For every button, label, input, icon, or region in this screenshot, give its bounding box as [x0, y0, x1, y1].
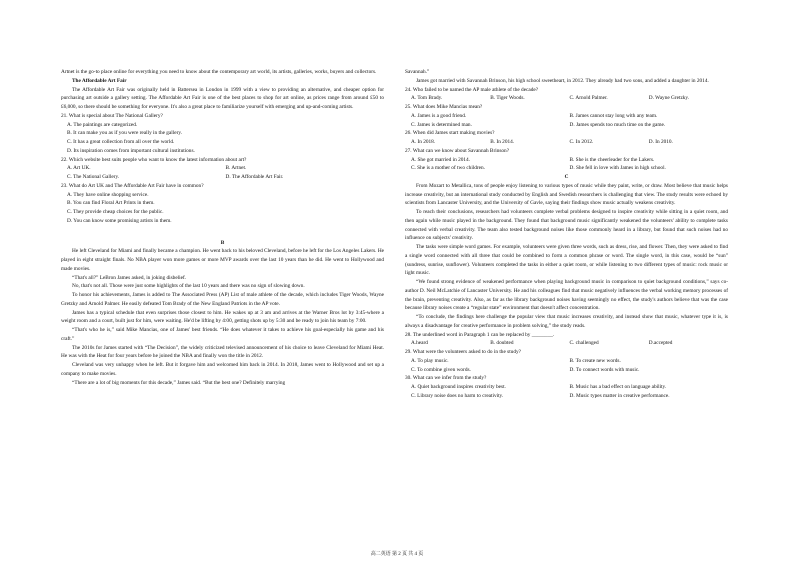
q30-options-row-2	[405, 392, 728, 401]
artnet-intro: Artnet is the go-to place online for everything you need to know about the contemporary art world, its artists, galleries, works, buyers and collectors.	[61, 69, 377, 75]
question-28: 28. The underlined word in Paragraph 1 can be replaced by ________.	[405, 331, 555, 338]
c-paragraph: The tasks were simple word games. For example, volunteers were given three words, such as dress, rise, and flower. Then, they were asked to find a single word connected with all three that could be combined to form a common phrase or word. The single word, in this case, would be “sun” (sundress, sunrise, sunflower). Volunteers completed the tasks in either a quiet room, or while listening to two different types of music: rock music or light music.	[405, 244, 728, 277]
q26-options	[405, 138, 728, 147]
q30-options-row-1	[405, 383, 728, 392]
q27-option-c: C. She is a mother of two children.	[411, 165, 485, 172]
b-continuation-paragraph: James got married with Savannah Brinson, his high school sweetheart, in 2012. They already had two sons, and added a daughter in 2014.	[416, 77, 709, 84]
q25-option-c: C. James is determined man.	[411, 121, 472, 128]
q29-options-row-1	[405, 357, 728, 366]
q24-option-c: C. Arnold Palmer.	[569, 95, 608, 102]
q27-options-row-2	[405, 164, 728, 173]
q27-option-a: A. She got married in 2014.	[411, 156, 470, 163]
q24-option-b: B. Tiger Woods.	[490, 95, 525, 102]
q25-option-b: B. James cannot stay long with any team.	[569, 112, 658, 119]
q23-option-c: C. They provide cheap choices for the public.	[67, 209, 164, 215]
section-c-heading: C	[564, 174, 569, 180]
q24-option-a: A. Tom Brady.	[411, 95, 443, 102]
question-27: 27. What can we know about Savannah Brinson?	[405, 147, 510, 154]
b-paragraph: No, that's not all. Those were just some highlights of the last 10 years and there was no sign of slowing down.	[72, 283, 305, 290]
q22-option-b: B. Artnet.	[225, 165, 247, 172]
b-paragraph: The 2010s for James started with “The Decision”, the widely criticized televised announcement of his choice to leave Cleveland for Miami Heat. He was with the Heat for four years before he joined the NBA and finally won the title in 2012.	[61, 344, 384, 360]
question-23: 23. What do Art UK and The Affordable Art Fair have in common?	[61, 182, 204, 189]
question-24: 24. Who failed to be named the AP male athlete of the decade?	[405, 86, 539, 93]
b-continuation: Savannah.”	[405, 69, 430, 75]
q22-options-row-2	[61, 173, 384, 182]
q28-option-a: A.heard	[411, 340, 428, 347]
page-footer: 高二英语 第 2 页 共 4 页	[370, 552, 424, 557]
question-21: 21. What is special about The National Gallery?	[61, 112, 163, 119]
q29-option-c: C. To combine given words.	[411, 366, 471, 373]
b-paragraph: “That's all?” LeBron James asked, in joking disbelief.	[72, 274, 187, 281]
q30-option-b: B. Music has a bad effect on language ability.	[569, 384, 667, 390]
q29-option-a: A. To play music.	[411, 357, 449, 364]
c-paragraph: From Mozart to Metallica, tons of people enjoy listening to various types of music while they paint, write, or draw. Most believe that music helps increase creativity, but an international study conducted by English and Swedish researchers is challenging that view. The study results were echoed by scientists from Lancaster University, and the University of Gavle, saying their findings show music actually weakens creativity.	[405, 182, 728, 207]
q21-option-a: A. The paintings are categorized.	[67, 121, 138, 128]
q23-option-d: D. You can know some promising artists in them.	[67, 217, 172, 224]
q25-option-a: A. James is a good friend.	[411, 112, 467, 119]
q25-option-d: D. James spends too much time on the game.	[569, 121, 666, 128]
q26-option-d: D. In 2010.	[648, 139, 673, 145]
q30-option-a: A. Quiet background inspires creativity best.	[411, 384, 506, 390]
q29-option-b: B. To create new words.	[569, 357, 621, 364]
q28-option-c: C. challenged	[569, 340, 599, 347]
b-paragraph: To honor his achievements, James is added to The Associated Press (AP) List of male athlete of the decade, which includes Tiger Woods, Wayne Gretzky and Arnold Palmer. He easily defeated Tom Brady of the New England Patriots in the AP vote.	[61, 292, 384, 307]
question-26: 26. When did James start making movies?	[405, 130, 495, 137]
q24-options	[405, 94, 728, 103]
q23-option-a: A. They have online shopping service.	[67, 191, 149, 198]
q22-option-c: C. The National Gallery.	[67, 174, 120, 180]
q29-options-row-2	[405, 366, 728, 375]
q25-options-row-1	[405, 112, 728, 121]
q22-option-a: A. Art UK.	[67, 165, 91, 172]
q24-option-d: D. Wayne Gretzky.	[648, 95, 690, 102]
b-paragraph: “That's who he is,” said Mike Mancias, one of James' best friends. “He does whatever it takes to achieve his goal-especially his game and his craft.”	[61, 327, 384, 342]
question-25: 25. What does Mike Mancias mean?	[405, 104, 483, 110]
section-b-heading: B	[220, 239, 225, 246]
c-paragraph: “To conclude, the findings here challenge the popular view that music increases creativity, and instead show that music, whatever type it is, is always a disadvantage for creative performance in problem solving,” the study reads.	[405, 314, 728, 329]
question-29: 29. What were the volunteers asked to do in the study?	[405, 349, 521, 355]
left-column	[61, 68, 384, 387]
q21-option-b: B. It can make you as if you were really in the gallery.	[67, 130, 182, 137]
q26-option-c: C. In 2012.	[569, 139, 594, 145]
q27-options-row-1	[405, 156, 728, 165]
q28-option-d: D.accepted	[648, 340, 673, 347]
q29-option-d: D. To connect words with music.	[569, 366, 640, 373]
right-column	[405, 68, 728, 401]
c-paragraph: To reach their conclusions, researchers had volunteers complete verbal problems designed to inspire creativity while sitting in a quiet room, and then again while music played in the background. They found that background music significantly weakened the volunteers' ability to complete tasks connected with verbal creativity. The team also tested background noises like those commonly heard in a library, but found that such noises had no influence on subjects' creativity.	[405, 209, 728, 242]
q22-option-d: D. The Affordable Art Fair.	[225, 174, 284, 180]
question-30: 30. What can we infer from the study?	[405, 375, 487, 382]
c-paragraph: “We found strong evidence of weakened performance when playing background music in comparison to quiet background conditions,” says co-author D. Neil McLatchie of Lancaster University. He and his colleagues find that music negatively influences the verbal working memory processes of the brain, preventing creativity. Also, as far as the library background noises having seemingly no effect, the study's authors believe that was the case because library noises create a “regular state” environment that doesn't affect concentration.	[405, 279, 728, 312]
q28-options	[405, 339, 728, 348]
q27-option-b: B. She is the cheerleader for the Lakers.	[569, 156, 655, 163]
q22-options-row-1	[61, 164, 384, 173]
question-22: 22. Which website best suits people who want to know the latest information about art?	[61, 156, 247, 163]
b-paragraph: James has a typical schedule that even surprises those closest to him. He wakes up at 3 am and arrives at the Warner Bros lot by 3:45-where a weight room and a court, built just for him, were waiting. He'd be lifting by 4:00, getting shots up by 5:30 and be ready to join his team by 7:00.	[61, 309, 384, 325]
q21-option-d: D. Its inspiration comes from important cultural institutions.	[67, 147, 195, 154]
fair-heading: The Affordable Art Fair	[72, 77, 127, 84]
fair-paragraph: The Affordable Art Fair was originally held in Battersea in London in 1999 with a view to providing an alternative, and cheaper option for purchasing art outside a gallery setting. The Affordable Art Fair is one of the best places to shop for art online, as prices range from around £50 to £6,000, so there should be something for everyone. It's also a great place to familiarize yourself with emerging and up-and-coming artists.	[61, 86, 384, 110]
b-paragraph: “There are a lot of big moments for this decade,” James said. “But the best one? Definitely marrying	[72, 379, 286, 386]
b-paragraph: Cleveland was very unhappy when he left. But it forgave him and welcomed him back in 2014. In 2018, James went to Hollywood and set up a company to make movies.	[61, 362, 384, 377]
q27-option-d: D. She fell in love with James in high school.	[569, 165, 666, 172]
q21-option-c: C. It has a great collection from all over the world.	[67, 139, 175, 145]
q26-option-b: B. In 2014.	[490, 139, 515, 145]
q28-option-b: B. doubted	[490, 340, 514, 347]
q26-option-a: A. In 2018.	[411, 139, 436, 145]
q30-option-c: C. Library noise does no harm to creativity.	[411, 392, 504, 399]
q25-options-row-2	[405, 121, 728, 130]
q23-option-b: B. You can find Floral Art Prints in them.	[67, 200, 155, 207]
b-paragraph: He left Cleveland for Miami and finally became a champion. He went back to his beloved Cleveland, before he left for the Los Angeles Lakers. He played in eight straight finals. No NBA player won more games or more MVP awards over the last 10 years than he did. He went to Hollywood and made movies.	[61, 248, 384, 272]
q30-option-d: D. Music types matter in creative performance.	[569, 392, 670, 399]
